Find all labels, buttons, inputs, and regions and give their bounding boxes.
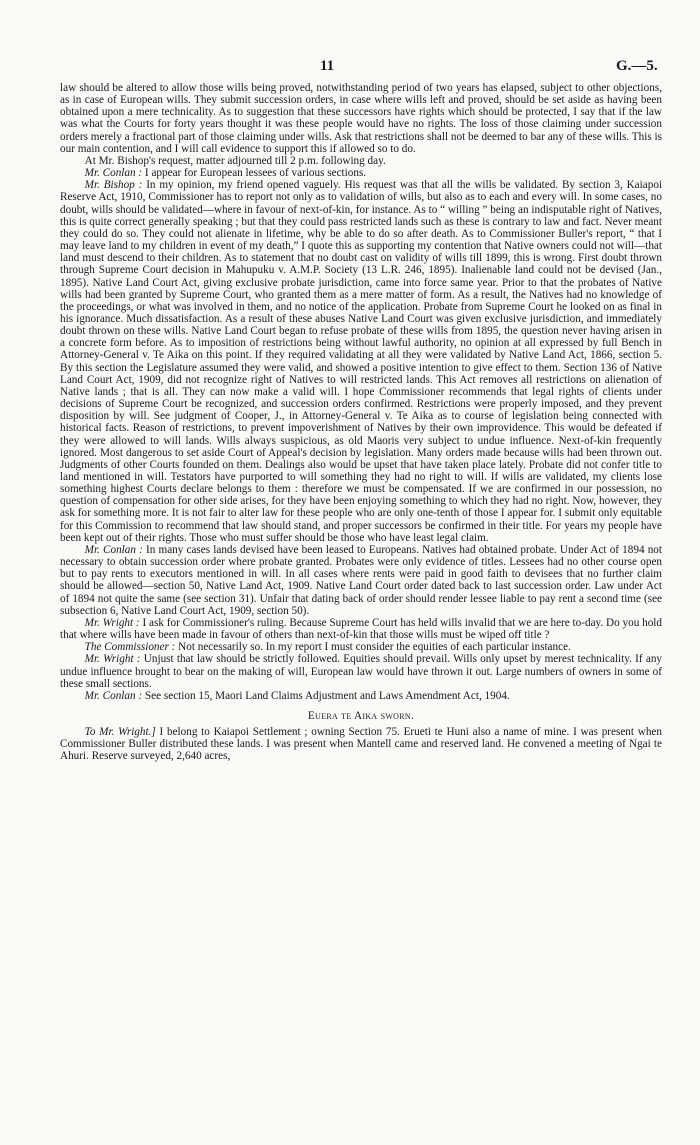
paragraph-text: law should be altered to allow those wills being proved, notwithstanding period of two years has elapsed, subject to other objections, as in case of European wills. They submit succession orders, in case where wills left and proved, should be set aside as having been obtained upon a mere technicality. As to suggestion that these successors have rights which should be protected, I say that if the law was what the Courts for forty years thought it was these people would have no rights. The loss of those claiming under succession orders merely a fractional part of those claiming under wills. Ask that restrictions shall not be deemed to bar any of these wills. This is our main contention, and I will call evidence to support this if allowed so to do.: [60, 82, 662, 155]
speaker-name: Mr. Conlan :: [84, 689, 143, 702]
paragraph: [60, 179, 662, 544]
speaker-name: Mr. Wright :: [84, 616, 140, 629]
witness-heading: Euera te Aika sworn.: [307, 709, 415, 722]
speaker-name: Mr. Bishop :: [84, 179, 143, 192]
paragraph-text: I appear for European lessees of various sections.: [144, 167, 367, 180]
speaker-name: Mr. Wright :: [84, 653, 141, 666]
paragraph: [60, 641, 662, 653]
paragraph-text: In my opinion, my friend opened vaguely. His request was that all the wills be validated. By section 3, Kaiapoi Reserve Act, 1910, Commissioner has to report not only as to validation of wills, but also as to each and every will. In some cases, no doubt, wills should be validated—where in favour of next-of-kin, for instance. As to “ willing ” being an indisputable right of Natives, this is quite correct generally speaking ; but that they could pass restricted lands such as these is contrary to law and fact. Never meant they could do so. They could not alienate in lifetime, why be able to do so after death. As to Commissioner Buller's report, “ that I may leave land to my children in event of my death,” I quote this as supporting my contention that Native owners could not will—that land must descend to their children. As to statement that no doubt cast on validity of wills till 1899, this is wrong. First doubt thrown through Supreme Court decision in Mahupuku v. A.M.P. Society (13 L.R. 246, 1895). Inalienable land could not be devised (Jan., 1895). Native Land Court Act, giving exclusive probate jurisdiction, came into force same year. Prior to that the probates of Native wills had been granted by Supreme Court, who granted them as a mere matter of form. As a result, the Natives had no knowledge of the proceedings, or what was involved in them, and no notice of the application. Probate from Supreme Court he looked on as final in his ignorance. Much dissatisfaction. As a result of these abuses Native Land Court was given exclusive jurisdiction, and immediately doubt thrown on these wills. Native Land Court began to refuse probate of these wills from 1895, the question never having arisen in a concrete form before. As to imposition of restrictions being without lawful authority, no opinion at all expressed by full Bench in Attorney-General v. Te Aika on this point. If they required validating at all they were validated by Native Land Act, 1866, section 5. By this section the Legislature assumed they were valid, and showed a positive intention to give effect to them. Section 136 of Native Land Court Act, 1909, did not recognize right of Natives to will restricted lands. This Act removes all restrictions on alienation of Native lands ; that is all. They can now make a valid will. I hope Commissioner recommends that legal rights of clients under decisions of Supreme Court be recognized, and succession orders confirmed. Restrictions were properly imposed, and they prevent disposition by will. See judgment of Cooper, J., in Attorney-General v. Te Aika as to course of legislation being connected with historical facts. Reason of restrictions, to prevent impoverishment of Natives by their own improvidence. This would be defeated if they were allowed to will lands. Wills always suspicious, as old Maoris very subject to undue influence. Next-of-kin frequently ignored. Most dangerous to set aside Court of Appeal's decision by legislation. Many orders made because wills had been thrown out. Judgments of other Courts founded on them. Dealings also would be upset that have taken place lately. Probate did not confer title to land mentioned in will. Testators have purported to will something they had no right to will. If wills are validated, my clients lose something highest Courts declare belongs to them : therefore we must be compensated. If we are confirmed in our possession, no question of compensation for other side arises, for they have been enjoying something to which they had no right. Now, however, they ask for something more. It is not fair to alter law for these people who are only one-tenth of those I appear for. I submit only equitable for this Commission to recommend that law should stand, and proper successors be confirmed in their title. For years my people have been kept out of their rights. Those who must suffer should be those who have least legal claim.: [60, 179, 663, 544]
paragraph-text: In many cases lands devised have been leased to Europeans. Natives had obtained probate. Under Act of 1894 not necessary to obtain succession order where probate granted. Probates were only evidence of titles. Lessees had no other course open but to pay rents to executors mentioned in will. In all cases where rents were paid in good faith to devisees that no further claim should be allowed—section 50, Native Land Act, 1909. Native Land Court order dated back to last succession order. Law under Act of 1894 not quite the same (see section 31). Unfair that dating back of order should render lessee liable to pay rent a second time (see subsection 6, Native Land Court Act, 1909, section 50).: [60, 543, 663, 617]
body-text: [60, 82, 662, 763]
paragraph: [60, 617, 662, 641]
paragraph: [60, 653, 662, 689]
paragraph-text: I ask for Commissioner's ruling. Because Supreme Court has held wills invalid that we are here to-day. Do you hold that where wills have been made in favour of others than next-of-kin that those wills must be wiped off title ?: [60, 616, 662, 642]
testimony-text: I belong to Kaiapoi Settlement ; owning Section 75. Erueti te Huni also a name of mine. I was present when Commissioner Buller distributed these lands. I was present when Mantell came and reserved land. He convened a meeting of Ngai te Ahuri. Reserve surveyed, 2,640 acres,: [60, 726, 662, 763]
document-reference: G.—5.: [616, 58, 658, 74]
speaker-name: The Commissioner :: [84, 641, 176, 654]
page-number: 11: [320, 58, 335, 74]
testimony-paragraph: [60, 726, 662, 762]
speaker-name: Mr. Conlan :: [84, 543, 143, 556]
paragraph-text: Not necessarily so. In my report I must consider the equities of each particular instance.: [178, 641, 571, 654]
paragraph-text: At Mr. Bishop's request, matter adjourned till 2 p.m. following day.: [84, 154, 386, 167]
paragraph-text: See section 15, Maori Land Claims Adjustment and Laws Amendment Act, 1904.: [144, 689, 510, 702]
paragraph: [60, 690, 662, 702]
paragraph: [60, 167, 662, 179]
paragraph: [60, 82, 662, 155]
speaker-name: Mr. Conlan :: [84, 167, 143, 180]
testimony-speaker: To Mr. Wright.]: [84, 726, 156, 739]
paragraph: [60, 544, 662, 617]
paragraph-text: Unjust that law should be strictly followed. Equities should prevail. Wills only upset by merest technicality. If any undue influence brought to bear on the making of will, European law would have thrown it out. Large numbers of owners in some of these small sections.: [60, 653, 663, 690]
paragraph: [60, 155, 662, 167]
